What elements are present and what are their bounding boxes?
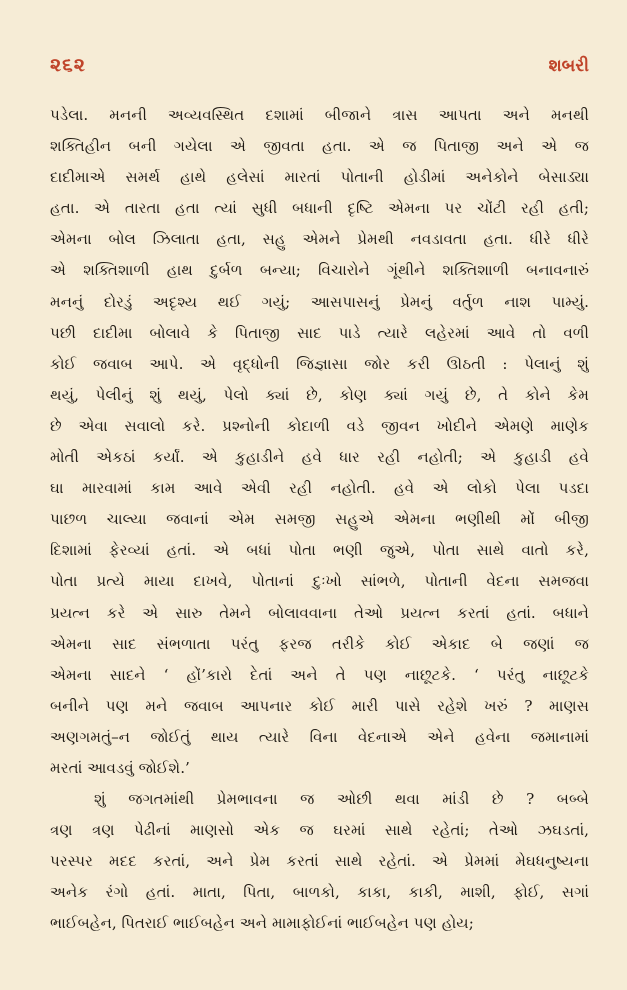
text-line: શું જગતમાંથી પ્રેમભાવના જ ઓછી થવા માંડી છે ? બબ્બે	[94, 790, 589, 809]
text-line: અણગમતું–ન જોઈતું થાય ત્યારે વિના વેદનાએ એને હવેના જમાનામાં	[50, 727, 589, 746]
text-line: શક્તિહીન બની ગયેલા એ જીવતા હતા. એ જ પિતાજી અને એ જ	[50, 137, 589, 156]
text-line: પ્રયત્ન કરે એ સારુ તેમને બોલાવવાના તેઓ પ્રયત્ન કરતાં હતાં. બધાને	[50, 603, 589, 622]
text-line: દિશામાં ફેરવ્યાં હતાં. એ બધાં પોતા ભણી જુએ, પોતા સાથે વાતો કરે,	[50, 541, 589, 560]
text-line: બનીને પણ મને જવાબ આપનાર કોઈ મારી પાસે રહેશે ખરું ? માણસ	[50, 696, 589, 715]
text-line: પાછળ ચાલ્યા જવાનાં એમ સમજી સહુએ એમના ભણીથી મોં બીજી	[50, 510, 589, 529]
text-line: થયું, પેલીનું શું થયું, પેલો ક્યાં છે, કોણ ક્યાં ગયું છે, તે કોને કેમ	[50, 385, 589, 404]
paragraph	[50, 784, 589, 939]
text-line: ત્રણ ત્રણ પેઢીનાં માણસો એક જ ઘરમાં સાથે રહેતાં; તેઓ ઝઘડતાં,	[50, 821, 589, 840]
text-line: દાદીમાએ સમર્થ હાથે હલેસાં મારતાં પોતાની હોડીમાં અનેકોને બેસાડ્યા	[50, 168, 589, 187]
text-line: એ શક્તિશાળી હાથ દુર્બળ બન્યા; વિચારોને ગૂંથીને શક્તિશાળી બનાવનારું	[50, 261, 589, 280]
page-header	[50, 54, 589, 84]
text-line: પડેલા. મનની અવ્યવસ્થિત દશામાં બીજાને ત્રાસ આપતા અને મનથી	[50, 106, 589, 124]
text-line: પરસ્પર મદદ કરતાં, અને પ્રેમ કરતાં સાથે રહેતાં. એ પ્રેમમાં મેઘધનુષ્યના	[50, 852, 589, 871]
text-line: કોઈ જવાબ આપે. એ વૃદ્ધોની જિજ્ઞાસા જોર કરી ઊઠતી : પેલાનું શું	[50, 354, 589, 373]
paragraph	[50, 100, 589, 784]
text-line: પછી દાદીમા બોલાવે કે પિતાજી સાદ પાડે ત્યારે લહેરમાં આવે તો વળી	[50, 323, 589, 342]
text-line: મરતાં આવડવું જોઈશે.’	[50, 758, 190, 777]
text-line: પોતા પ્રત્યે માયા દાખવે, પોતાનાં દુઃખો સાંભળે, પોતાની વેદના સમજવા	[50, 572, 589, 591]
running-title: શબરી	[548, 56, 589, 76]
text-line: હતા. એ તારતા હતા ત્યાં સુધી બધાની દૃષ્ટિ એમના પર ચોંટી રહી હતી;	[50, 199, 589, 218]
text-line: છે એવા સવાલો કરે. પ્રશ્નોની કોદાળી વડે જીવન ખોદીને એમણે માણેક	[50, 416, 589, 435]
text-line: મનનું દોરડું અદૃશ્ય થઈ ગયું; આસપાસનું પ્રેમનું વર્તુળ નાશ પામ્યું.	[50, 292, 589, 311]
text-line: એમના બોલ ઝિલાતા હતા, સહુ એમને પ્રેમથી નવડાવતા હતા. ધીરે ધીરે	[50, 230, 589, 249]
body-text	[50, 100, 589, 940]
text-line: ઘા મારવામાં કામ આવે એવી રહી નહોતી. હવે એ લોકો પેલા પડદા	[50, 479, 589, 498]
text-line: ભાઈબહેન, પિતરાઈ ભાઈબહેન અને મામાફોઈનાં ભાઈબહેન પણ હોય;	[50, 914, 474, 933]
text-line: એમના સાદ સંભળાતા પરંતુ ફરજ તરીકે કોઈ એકાદ બે જણાં જ	[50, 634, 589, 653]
text-line: એમના સાદને ‘ હોં’કારો દેતાં અને તે પણ નાછૂટકે. ‘ પરંતુ નાછૂટકે	[50, 665, 589, 684]
page-number: ૨૬૨	[50, 54, 86, 76]
text-line: મોતી એકઠાં કર્યાં. એ કુહાડીને હવે ધાર રહી નહોતી; એ કુહાડી હવે	[50, 448, 589, 467]
text-line: અનેક રંગો હતાં. માતા, પિતા, બાળકો, કાકા, કાકી, માશી, ફોઈ, સગાં	[50, 883, 589, 902]
